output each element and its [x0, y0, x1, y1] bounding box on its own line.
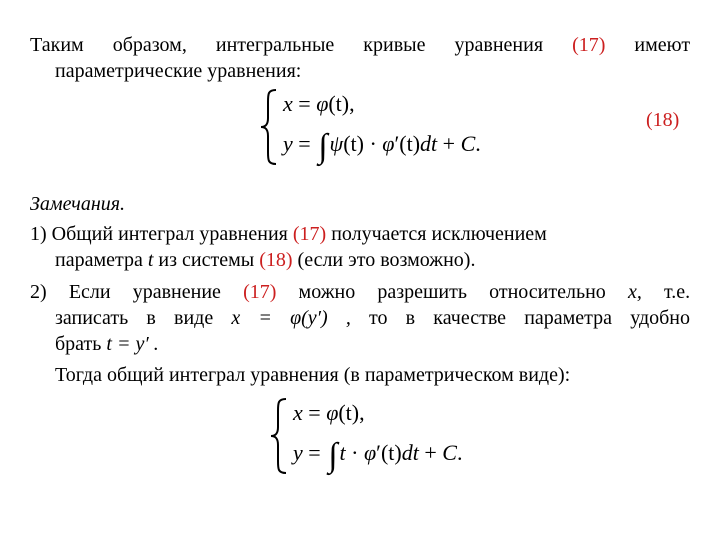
equation-reference: (17) — [243, 281, 277, 303]
intro-line-1 — [30, 33, 690, 57]
intro-word: интегральные — [215, 34, 335, 56]
remark-2-line-1: 2) Если уравнение (17) можно разрешить относительно x, т.е. — [30, 281, 691, 303]
remark-2-line-4: Тогда общий интеграл уравнения (в параметрическом виде): — [55, 364, 571, 386]
intro-word: образом, — [112, 34, 187, 56]
left-brace — [268, 397, 290, 475]
remark-2-line-2: записать в виде x = φ(y′) , то в качестве параметра удобно — [55, 307, 690, 329]
system1-eq1: x = φ(t), — [283, 91, 355, 116]
intro-word: Таким — [30, 34, 84, 56]
system2-eq1: x = φ(t), — [293, 400, 365, 425]
remark-2-line-3: брать t = y′ . — [55, 333, 159, 355]
equation-label-18: (18) — [646, 109, 680, 131]
intro-line-2: параметрические уравнения: — [55, 60, 302, 82]
inline-formula: t = y′ . — [106, 333, 159, 355]
left-brace — [258, 88, 280, 166]
equation-reference: (17) — [572, 34, 606, 56]
equation-reference: (18) — [259, 249, 293, 271]
intro-word: уравнения — [454, 34, 544, 56]
system2-eq2: y = ∫t · φ′(t)dt + C. — [293, 437, 463, 474]
remark-1-line-1: 1) Общий интеграл уравнения (17) получается исключением — [30, 223, 547, 245]
intro-word: имеют — [634, 34, 691, 56]
remarks-title: Замечания. — [30, 193, 126, 215]
integral-sign: ∫ — [318, 128, 328, 165]
integral-sign: ∫ — [328, 437, 338, 474]
remark-1-line-2: параметра t из системы (18) (если это возможно). — [55, 249, 476, 271]
intro-word: кривые — [363, 34, 426, 56]
system1-eq2: y = ∫ψ(t) · φ′(t)dt + C. — [283, 128, 481, 165]
equation-reference: (17) — [292, 223, 327, 245]
inline-formula: x = φ(y′) , — [231, 307, 351, 329]
